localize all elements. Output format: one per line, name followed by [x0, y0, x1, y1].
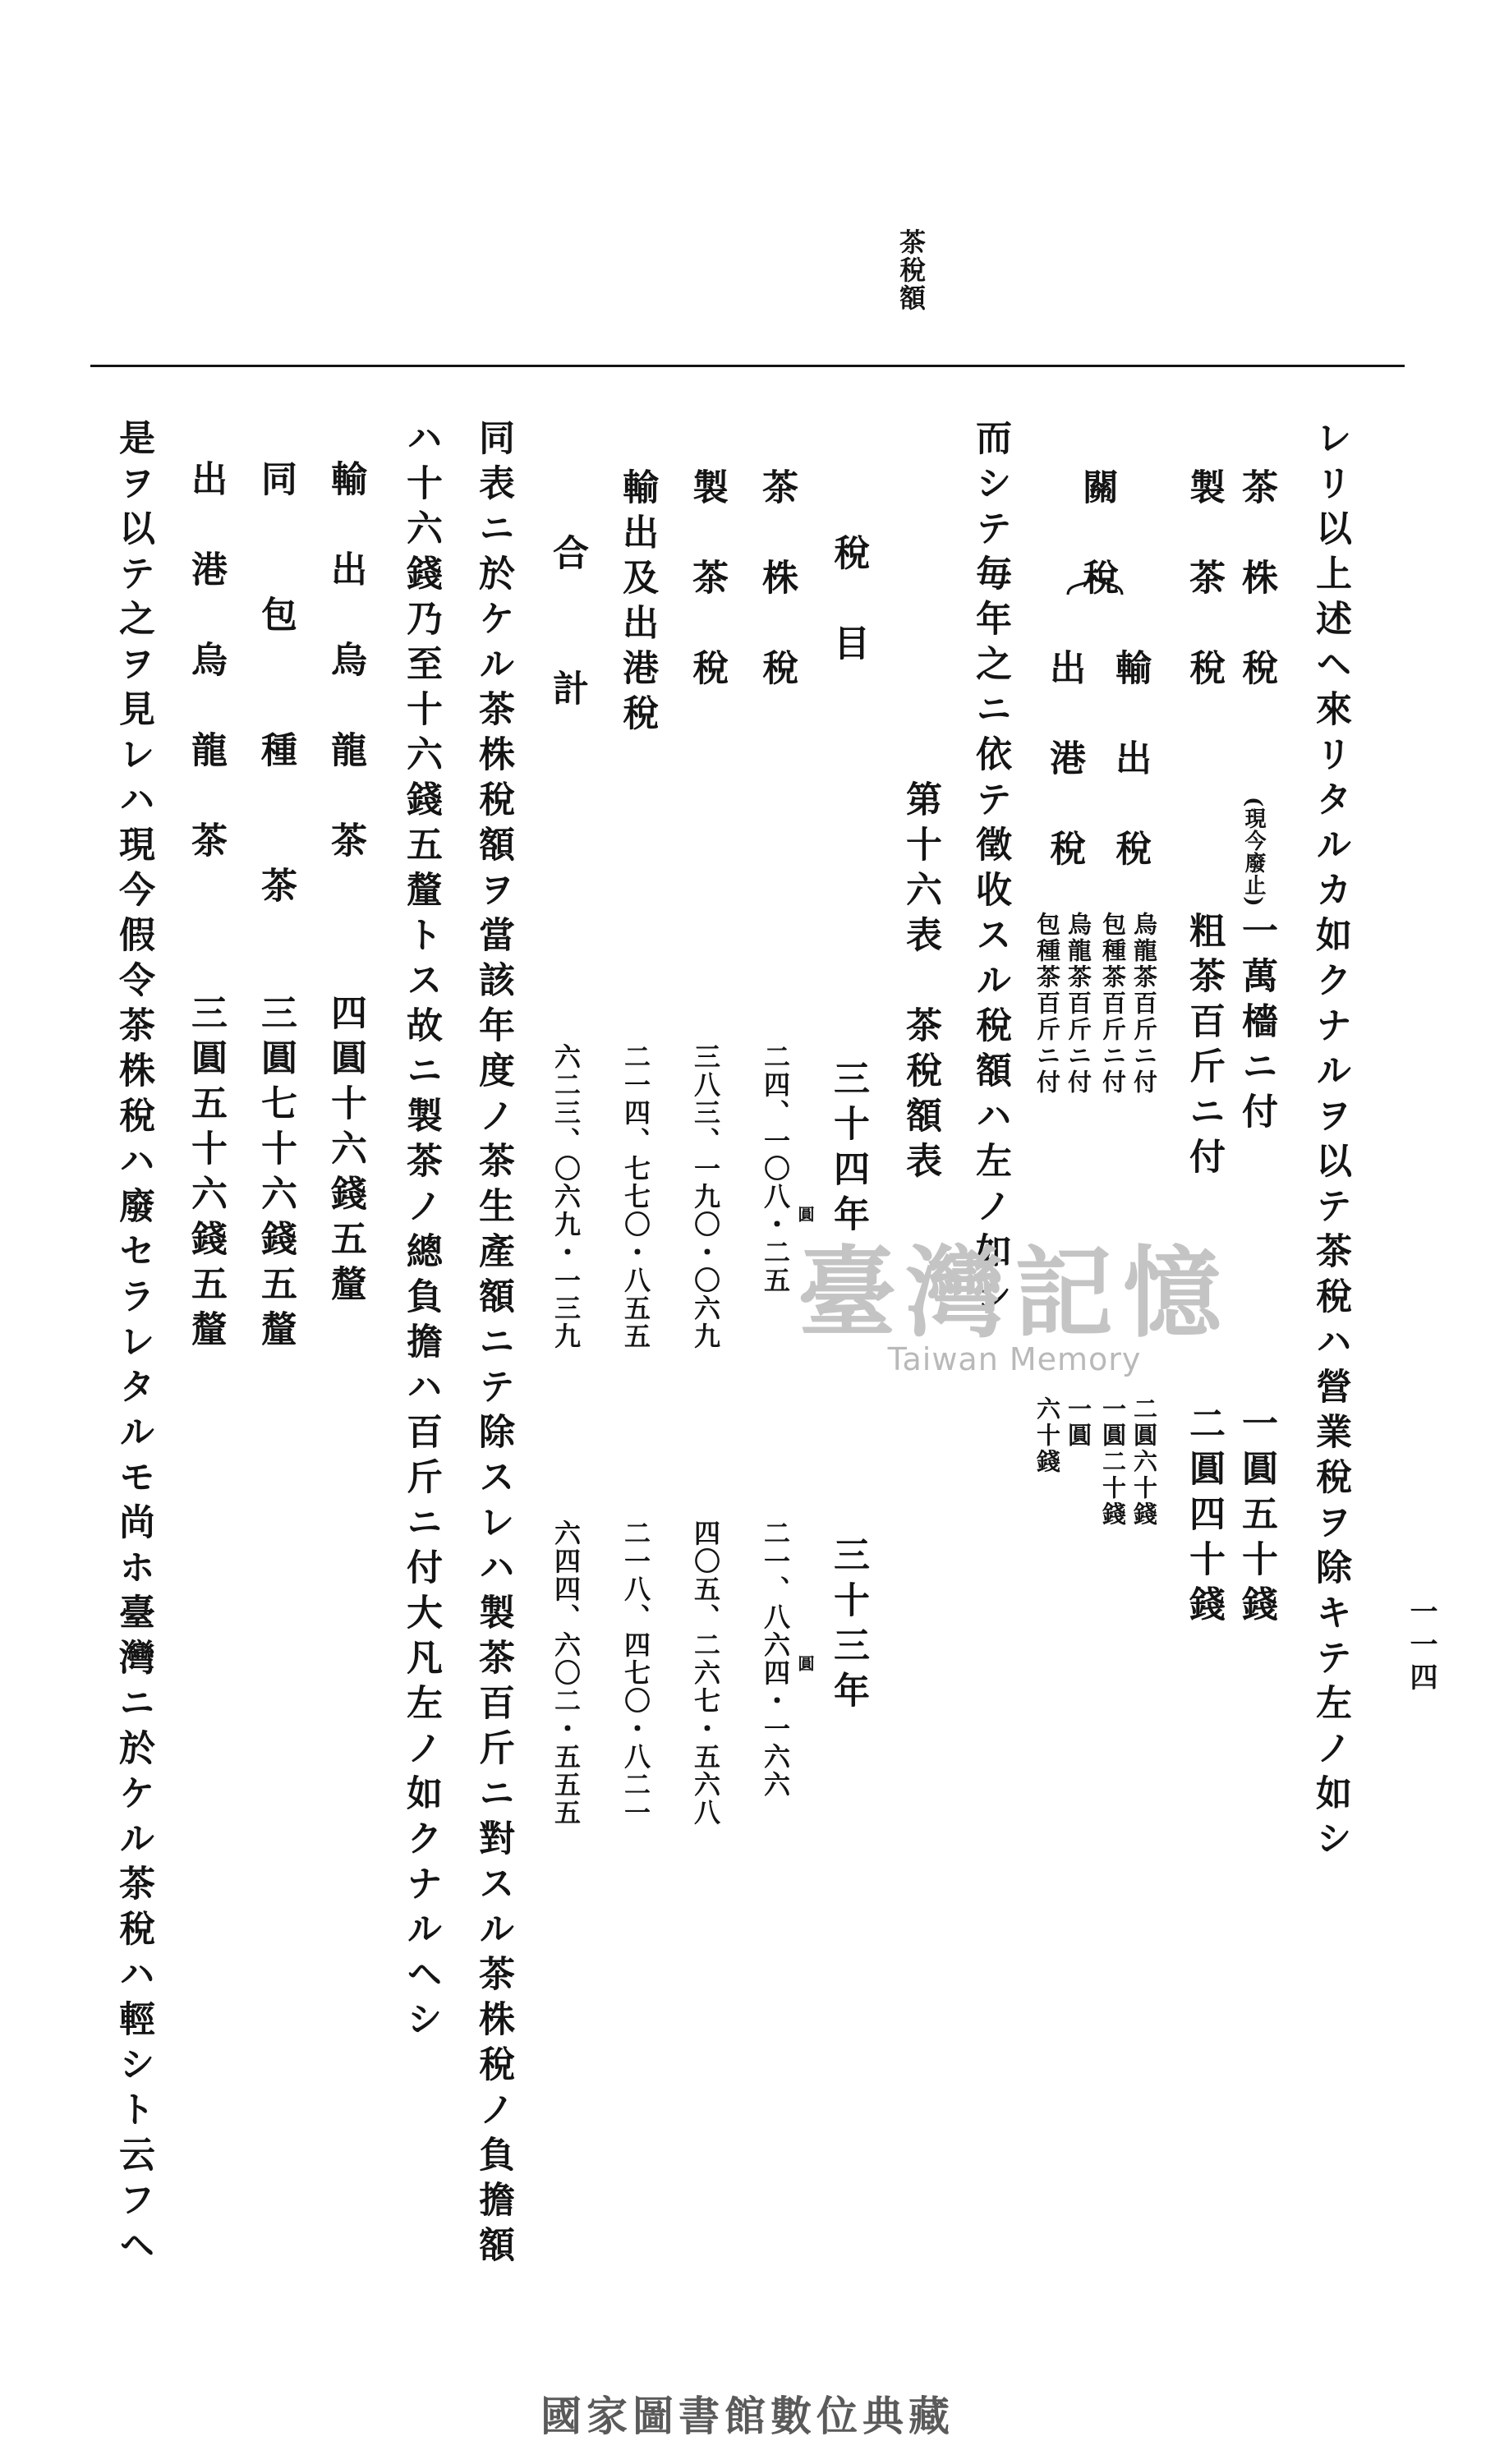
table-row-total-item: 合 計 — [546, 534, 588, 715]
tea-share-tax-name: 茶 株 稅 — [1235, 468, 1277, 694]
conclusion-line: 是ヲ以テ之ヲ見レハ現今假令茶株稅ハ廢セラレタルモ尚ホ臺灣ニ於ケル茶稅ハ輕シト云フヘ — [113, 419, 154, 2271]
table-row-1-value-1: 二四、一〇八・二五 — [760, 1043, 791, 1294]
burden-item-1: 輸 出 烏 龍 茶 — [324, 460, 366, 867]
watermark-chinese: 臺灣記憶 — [798, 1235, 1231, 1351]
export-pouchong-basis: 包種茶百斤ニ付 — [1099, 912, 1127, 1096]
watermark-english: Taiwan Memory — [887, 1341, 1142, 1377]
table-row-3-value-2: 二一八、四七〇・八二一 — [620, 1519, 651, 1827]
export-oolong-basis: 烏龍茶百斤ニ付 — [1130, 912, 1158, 1096]
table-row-2-value-1: 三八三、一九〇・〇六九 — [690, 1043, 721, 1350]
library-collection-footer: 國家圖書館數位典藏 — [540, 2393, 954, 2440]
transition-line: 而シテ毎年之ニ依テ徵收スル稅額ハ左ノ如シ — [969, 419, 1011, 1322]
port-pouchong-rate: 六十錢 — [1033, 1396, 1061, 1475]
tea-making-tax-rate: 二圓四十錢 — [1183, 1404, 1225, 1630]
port-pouchong-basis: 包種茶百斤ニ付 — [1033, 912, 1061, 1096]
customs-label: 關 稅 — [1076, 468, 1118, 604]
header-rule — [90, 365, 1405, 367]
page-number: 一一四 — [1405, 1597, 1438, 1695]
port-tax-name: 出 港 稅 — [1043, 649, 1085, 875]
customs-brace — [1066, 575, 1124, 596]
table-unit-2: 圓 — [795, 1655, 815, 1674]
tea-share-tax-basis: 一萬檣ニ付 — [1235, 912, 1277, 1138]
table-row-1-value-2: 二一、八六四・一六六 — [760, 1519, 791, 1799]
table-year-1: 三十四年 — [827, 1060, 869, 1240]
table-row-total-value-2: 六四四、六〇二・五五五 — [550, 1519, 582, 1827]
export-tax-name: 輸 出 稅 — [1109, 649, 1151, 875]
burden-amount-1: 四圓十六錢五釐 — [324, 994, 366, 1310]
port-oolong-basis: 烏龍茶百斤ニ付 — [1065, 912, 1092, 1096]
intro-line: レリ以上述ヘ來リタルカ如クナルヲ以テ茶稅ハ營業稅ヲ除キテ左ノ如シ — [1309, 419, 1351, 1864]
export-pouchong-rate: 一圓二十錢 — [1099, 1396, 1127, 1528]
analysis-line-2: ハ十六錢乃至十六錢五釐トス故ニ製茶ノ總負擔ハ百斤ニ付大凡左ノ如クナルヘシ — [400, 419, 442, 2045]
table-row-3-item: 輸出及出港稅 — [616, 468, 658, 739]
taiwan-memory-watermark — [752, 1232, 1277, 1404]
table-unit-1: 圓 — [795, 1206, 815, 1225]
tea-making-tax-name: 製 茶 稅 — [1183, 468, 1225, 694]
tea-share-tax-rate: 一圓五十錢 — [1235, 1404, 1277, 1630]
tea-making-tax-basis: 粗茶百斤ニ付 — [1183, 912, 1225, 1183]
table-title: 第十六表 茶稅額表 — [899, 780, 941, 1187]
section-title: 茶稅額 — [895, 228, 927, 312]
tea-share-tax-note: (現今廢止) — [1241, 797, 1266, 908]
analysis-line-1: 同表ニ於ケル茶株稅額ヲ當該年度ノ茶生產額ニテ除スレハ製茶百斤ニ對スル茶株稅ノ負擔額 — [472, 419, 514, 2271]
table-year-2: 三十三年 — [827, 1536, 869, 1717]
table-row-2-item: 製 茶 稅 — [686, 468, 728, 694]
table-row-2-value-2: 四〇五、二六七・五六八 — [690, 1519, 721, 1827]
burden-amount-2: 三圓七十六錢五釐 — [255, 994, 297, 1355]
table-row-3-value-1: 二一四、七七〇・八五五 — [620, 1043, 651, 1350]
port-oolong-rate: 一圓 — [1065, 1396, 1092, 1449]
burden-amount-3: 三圓五十六錢五釐 — [185, 994, 227, 1355]
export-oolong-rate: 二圓六十錢 — [1130, 1396, 1158, 1528]
table-header-item: 稅 目 — [827, 534, 869, 669]
burden-item-2: 同 包 種 茶 — [255, 460, 297, 912]
table-row-1-item: 茶 株 稅 — [756, 468, 798, 694]
table-row-total-value-1: 六二三、〇六九・一三九 — [550, 1043, 582, 1350]
burden-item-3: 出 港 烏 龍 茶 — [185, 460, 227, 867]
